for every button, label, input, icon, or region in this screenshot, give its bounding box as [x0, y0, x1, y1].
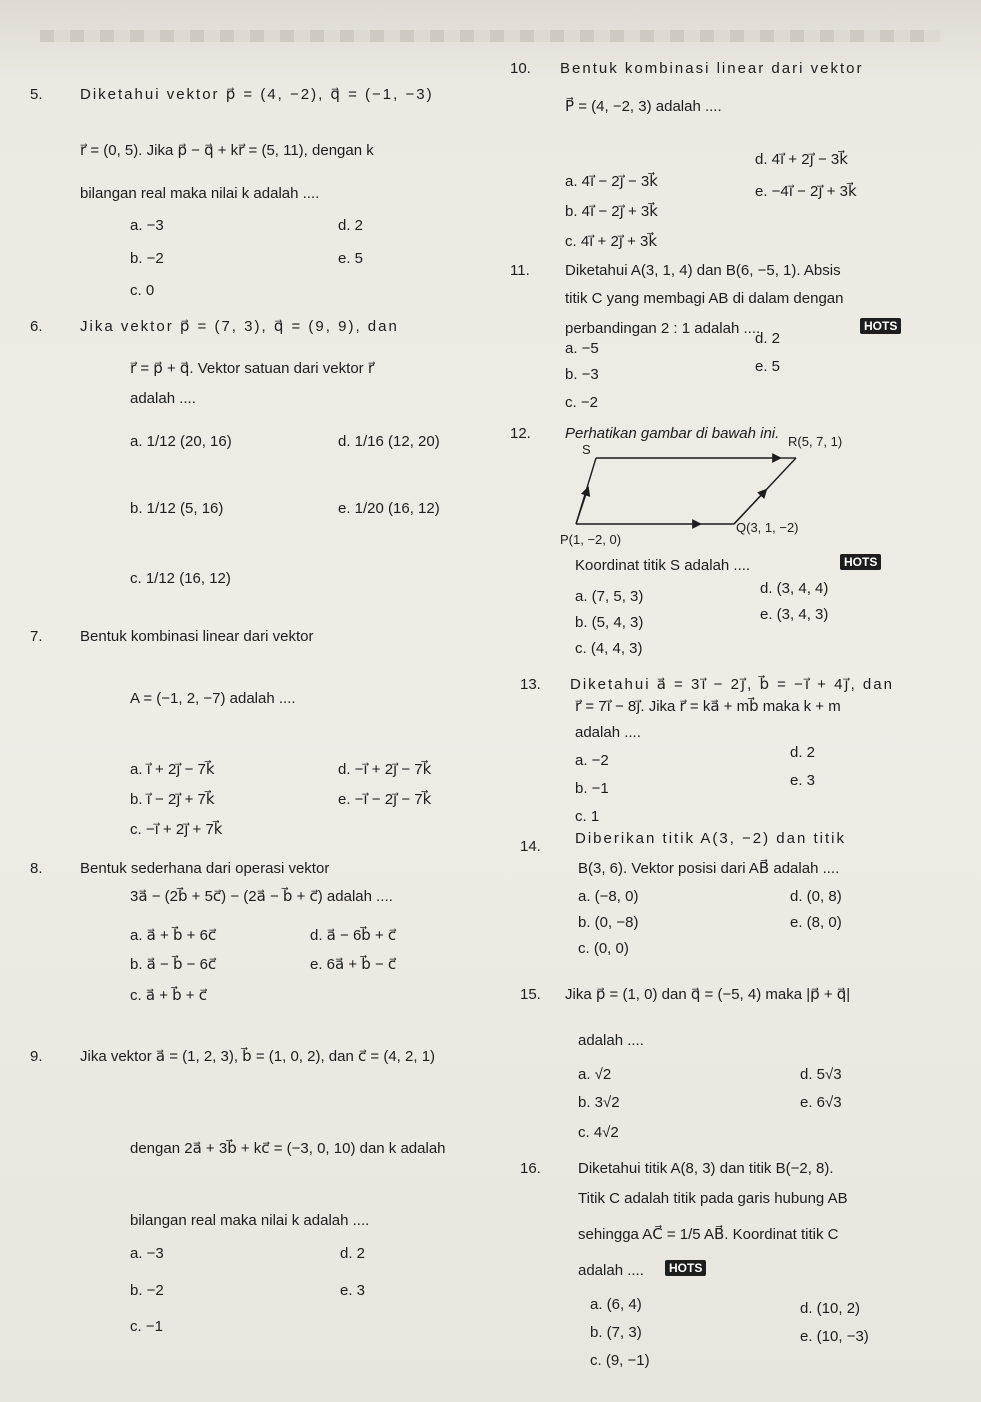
option-a[interactable]: a. (7, 5, 3): [575, 588, 644, 605]
option-d[interactable]: d. (3, 4, 4): [760, 580, 829, 597]
option-d[interactable]: d. 2: [755, 330, 781, 347]
option-a[interactable]: a. i⃗ + 2j⃗ − 7k⃗: [130, 761, 215, 778]
question-text-line: Diketahui titik A(8, 3) dan titik B(−2, 8).: [578, 1160, 834, 1177]
option-e[interactable]: e. 5: [338, 250, 364, 267]
question-text-line: adalah ....: [575, 724, 641, 741]
question-text-line: Jika p⃗ = (1, 0) dan q⃗ = (−5, 4) maka |p⃗ + q⃗|: [565, 986, 851, 1003]
option-d[interactable]: d. 5√3: [800, 1066, 842, 1083]
label-p: P(1, −2, 0): [560, 532, 622, 547]
question-text-line: 3a⃗ − (2b⃗ + 5c⃗) − (2a⃗ − b⃗ + c⃗) adalah ....: [130, 888, 393, 905]
option-c[interactable]: c. −2: [565, 394, 598, 411]
question-text-line: Diketahui A(3, 1, 4) dan B(6, −5, 1). Absis: [565, 262, 841, 279]
option-b[interactable]: b. (5, 4, 3): [575, 614, 644, 631]
option-a[interactable]: a. 1/12 (20, 16): [130, 433, 232, 450]
question-text-line: B(3, 6). Vektor posisi dari AB⃗ adalah ....: [578, 860, 840, 877]
question-text-line: Perhatikan gambar di bawah ini.: [565, 425, 780, 442]
question-text-line: Koordinat titik S adalah ....: [575, 557, 751, 574]
question-text-line: P⃗ = (4, −2, 3) adalah ....: [565, 98, 722, 115]
option-c[interactable]: c. 1: [575, 808, 600, 825]
option-a[interactable]: a. −5: [565, 340, 599, 357]
option-c[interactable]: c. 0: [130, 282, 155, 299]
question-number: 12.: [510, 425, 531, 442]
option-c[interactable]: c. −i⃗ + 2j⃗ + 7k⃗: [130, 821, 223, 838]
option-d[interactable]: d. (10, 2): [800, 1300, 861, 1317]
question-text-line: adalah ....: [130, 390, 196, 407]
question-text-line: A = (−1, 2, −7) adalah ....: [130, 690, 296, 707]
question-number: 6.: [30, 318, 43, 335]
question-text-line: titik C yang membagi AB di dalam dengan: [565, 290, 844, 307]
option-b[interactable]: b. 1/12 (5, 16): [130, 500, 224, 517]
question-text-line: adalah ....: [578, 1032, 644, 1049]
option-e[interactable]: e. (10, −3): [800, 1328, 869, 1345]
question-text-line: Bentuk kombinasi linear dari vektor: [80, 628, 314, 645]
question-text-line: r⃗ = 7i⃗ − 8j⃗. Jika r⃗ = ka⃗ + mb⃗ maka k + m: [575, 698, 841, 715]
option-d[interactable]: d. −i⃗ + 2j⃗ − 7k⃗: [338, 761, 432, 778]
question-text-line: bilangan real maka nilai k adalah ....: [130, 1212, 370, 1229]
question-number: 5.: [30, 86, 43, 103]
question-number: 10.: [510, 60, 531, 77]
label-r: R(5, 7, 1): [788, 434, 843, 449]
label-q: Q(3, 1, −2): [736, 520, 799, 535]
option-d[interactable]: d. 2: [338, 217, 364, 234]
option-c[interactable]: c. (0, 0): [578, 940, 629, 957]
question-text-line: sehingga AC⃗ = 1/5 AB⃗. Koordinat titik C: [578, 1226, 839, 1243]
option-b[interactable]: b. i⃗ − 2j⃗ + 7k⃗: [130, 791, 215, 808]
option-c[interactable]: c. 4i⃗ + 2j⃗ + 3k⃗: [565, 233, 658, 250]
option-d[interactable]: d. 2: [340, 1245, 366, 1262]
option-c[interactable]: c. (4, 4, 3): [575, 640, 643, 657]
option-a[interactable]: a. −3: [130, 217, 164, 234]
option-c[interactable]: c. 1/12 (16, 12): [130, 570, 231, 587]
question-text-line: perbandingan 2 : 1 adalah ....: [565, 320, 761, 337]
question-number: 15.: [520, 986, 541, 1003]
option-b[interactable]: b. (0, −8): [578, 914, 639, 931]
question-text-line: Jika vektor a⃗ = (1, 2, 3), b⃗ = (1, 0, 2), dan c⃗ = (4, 2, 1): [80, 1048, 436, 1065]
option-b[interactable]: b. −2: [130, 250, 164, 267]
question-text-line: r⃗ = (0, 5). Jika p⃗ − q⃗ + kr⃗ = (5, 11), dengan k: [80, 142, 374, 159]
option-d[interactable]: d. (0, 8): [790, 888, 842, 905]
option-a[interactable]: a. −3: [130, 1245, 164, 1262]
question-number: 7.: [30, 628, 43, 645]
question-text-line: Diberikan titik A(3, −2) dan titik: [575, 830, 847, 847]
question-text-line: Titik C adalah titik pada garis hubung AB: [578, 1190, 848, 1207]
parallelogram-figure: [560, 432, 880, 552]
question-text-line: Bentuk kombinasi linear dari vektor: [560, 60, 864, 77]
question-text-line: r⃗ = p⃗ + q⃗. Vektor satuan dari vektor r⃗: [130, 360, 374, 377]
option-e[interactable]: e. 3: [790, 772, 816, 789]
hots-badge: HOTS: [860, 318, 901, 334]
hots-badge: HOTS: [840, 554, 881, 570]
question-text-line: Diketahui vektor p⃗ = (4, −2), q⃗ = (−1, −3): [80, 86, 434, 103]
option-b[interactable]: b. (7, 3): [590, 1324, 642, 1341]
option-d[interactable]: d. 1/16 (12, 20): [338, 433, 440, 450]
option-c[interactable]: c. (9, −1): [590, 1352, 650, 1369]
option-c[interactable]: c. 4√2: [578, 1124, 619, 1141]
option-e[interactable]: e. −i⃗ − 2j⃗ − 7k⃗: [338, 791, 432, 808]
question-text-line: dengan 2a⃗ + 3b⃗ + kc⃗ = (−3, 0, 10) dan k adalah: [130, 1140, 446, 1157]
option-c[interactable]: c. −1: [130, 1318, 163, 1335]
question-text-line: adalah ....: [578, 1262, 644, 1279]
hots-badge: HOTS: [665, 1260, 706, 1276]
option-b[interactable]: b. 3√2: [578, 1094, 620, 1111]
option-a[interactable]: a. 4i⃗ − 2j⃗ − 3k⃗: [565, 173, 658, 190]
question-text-line: Jika vektor p⃗ = (7, 3), q⃗ = (9, 9), dan: [80, 318, 399, 335]
option-d[interactable]: d. 4i⃗ + 2j⃗ − 3k⃗: [755, 151, 848, 168]
question-number: 11.: [510, 262, 530, 279]
option-e[interactable]: e. 3: [340, 1282, 366, 1299]
option-d[interactable]: d. a⃗ − 6b⃗ + c⃗: [310, 927, 397, 944]
question-text-line: Diketahui a⃗ = 3i⃗ − 2j⃗, b⃗ = −i⃗ + 4j⃗, dan: [570, 676, 894, 693]
option-d[interactable]: d. 2: [790, 744, 816, 761]
page-top-edge: [40, 30, 940, 42]
option-b[interactable]: b. a⃗ − b⃗ − 6c⃗: [130, 956, 217, 973]
option-e[interactable]: e. 6a⃗ + b⃗ − c⃗: [310, 956, 397, 973]
question-number: 14.: [520, 838, 541, 855]
option-b[interactable]: b. 4i⃗ − 2j⃗ + 3k⃗: [565, 203, 658, 220]
label-s: S: [582, 442, 591, 457]
question-text-line: Bentuk sederhana dari operasi vektor: [80, 860, 330, 877]
option-e[interactable]: e. −4i⃗ − 2j⃗ + 3k⃗: [755, 183, 857, 200]
option-e[interactable]: e. (8, 0): [790, 914, 842, 931]
option-e[interactable]: e. 6√3: [800, 1094, 842, 1111]
question-number: 13.: [520, 676, 541, 693]
option-a[interactable]: a. −2: [575, 752, 609, 769]
option-a[interactable]: a. (6, 4): [590, 1296, 642, 1313]
option-b[interactable]: b. −1: [575, 780, 609, 797]
question-number: 8.: [30, 860, 43, 877]
option-e[interactable]: e. (3, 4, 3): [760, 606, 829, 623]
question-number: 16.: [520, 1160, 541, 1177]
option-a[interactable]: a. √2: [578, 1066, 612, 1083]
option-e[interactable]: e. 5: [755, 358, 781, 375]
question-text-line: bilangan real maka nilai k adalah ....: [80, 185, 320, 202]
option-e[interactable]: e. 1/20 (16, 12): [338, 500, 440, 517]
option-a[interactable]: a. a⃗ + b⃗ + 6c⃗: [130, 927, 217, 944]
option-b[interactable]: b. −3: [565, 366, 599, 383]
question-number: 9.: [30, 1048, 43, 1065]
option-c[interactable]: c. a⃗ + b⃗ + c⃗: [130, 987, 207, 1004]
option-a[interactable]: a. (−8, 0): [578, 888, 639, 905]
option-b[interactable]: b. −2: [130, 1282, 164, 1299]
